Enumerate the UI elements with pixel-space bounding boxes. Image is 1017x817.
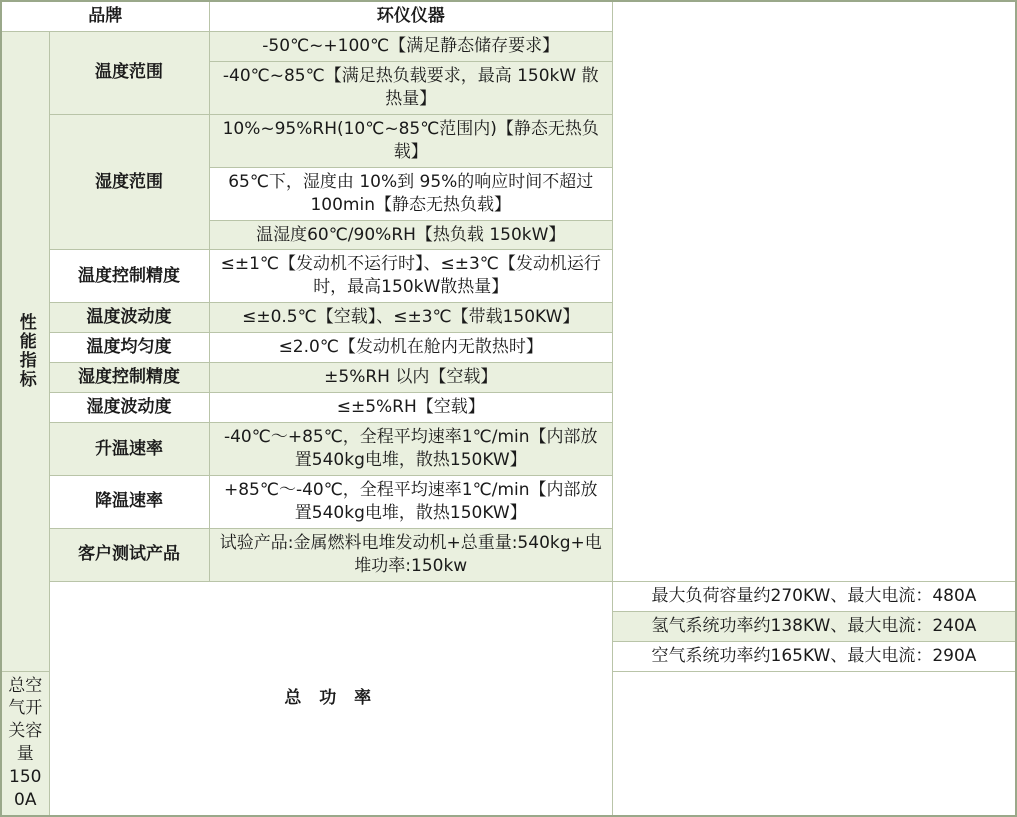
table-row xyxy=(1,114,1016,167)
cell-value: -50℃~+100℃【满足静态储存要求】 xyxy=(209,31,613,61)
table-row xyxy=(1,1,1016,31)
row-label-temperature-fluctuation: 温度波动度 xyxy=(49,303,209,333)
row-label-test-product: 客户测试产品 xyxy=(49,528,209,581)
table-row xyxy=(1,423,1016,476)
row-label-temperature-uniformity: 温度均匀度 xyxy=(49,333,209,363)
table-row xyxy=(1,475,1016,528)
cell-value: ≤2.0℃【发动机在舱内无散热时】 xyxy=(209,333,613,363)
cell-value: 空气系统功率约165KW、最大电流：290A xyxy=(613,641,1017,671)
table-row xyxy=(1,303,1016,333)
row-label-heating-rate: 升温速率 xyxy=(49,423,209,476)
table-row xyxy=(1,333,1016,363)
section-power-label: 总 功 率 xyxy=(49,581,613,816)
section-performance-label: 性能指标 xyxy=(1,31,49,671)
table-row xyxy=(1,363,1016,393)
table-row xyxy=(1,528,1016,581)
cell-value: ≤±1℃【发动机不运行时】、≤±3℃【发动机运行时，最高150kW散热量】 xyxy=(209,250,613,303)
cell-value: 温湿度60℃/90%RH【热负载 150kW】 xyxy=(209,220,613,250)
cell-value: 试验产品:金属燃料电堆发动机+总重量:540kg+电堆功率:150kw xyxy=(209,528,613,581)
row-label-cooling-rate: 降温速率 xyxy=(49,475,209,528)
cell-value: 65℃下，湿度由 10%到 95%的响应时间不超过100min【静态无热负载】 xyxy=(209,167,613,220)
cell-value: 氢气系统功率约138KW、最大电流：240A xyxy=(613,611,1017,641)
cell-value: ≤±0.5℃【空载】、≤±3℃【带载150KW】 xyxy=(209,303,613,333)
brand-value: 环仪仪器 xyxy=(209,1,613,31)
table-row xyxy=(1,581,1016,611)
cell-value: 总空气开关容量1500A xyxy=(1,671,49,816)
cell-value: +85℃～-40℃，全程平均速率1℃/min【内部放置540kg电堆，散热150KW】 xyxy=(209,475,613,528)
cell-value: -40℃~85℃【满足热负载要求，最高 150kW 散热量】 xyxy=(209,61,613,114)
cell-value: 10%~95%RH(10℃~85℃范围内)【静态无热负载】 xyxy=(209,114,613,167)
row-label-humidity-fluctuation: 湿度波动度 xyxy=(49,393,209,423)
row-label-temperature-accuracy: 温度控制精度 xyxy=(49,250,209,303)
table-row xyxy=(1,250,1016,303)
brand-label: 品牌 xyxy=(1,1,209,31)
row-label-humidity-accuracy: 湿度控制精度 xyxy=(49,363,209,393)
row-label-humidity-range: 湿度范围 xyxy=(49,114,209,250)
cell-value: ≤±5%RH【空载】 xyxy=(209,393,613,423)
table-row xyxy=(1,31,1016,61)
table-row xyxy=(1,393,1016,423)
cell-value: -40℃～+85℃，全程平均速率1℃/min【内部放置540kg电堆，散热150KW】 xyxy=(209,423,613,476)
cell-value: 最大负荷容量约270KW、最大电流：480A xyxy=(613,581,1017,611)
row-label-temperature-range: 温度范围 xyxy=(49,31,209,114)
cell-value: ±5%RH 以内【空载】 xyxy=(209,363,613,393)
